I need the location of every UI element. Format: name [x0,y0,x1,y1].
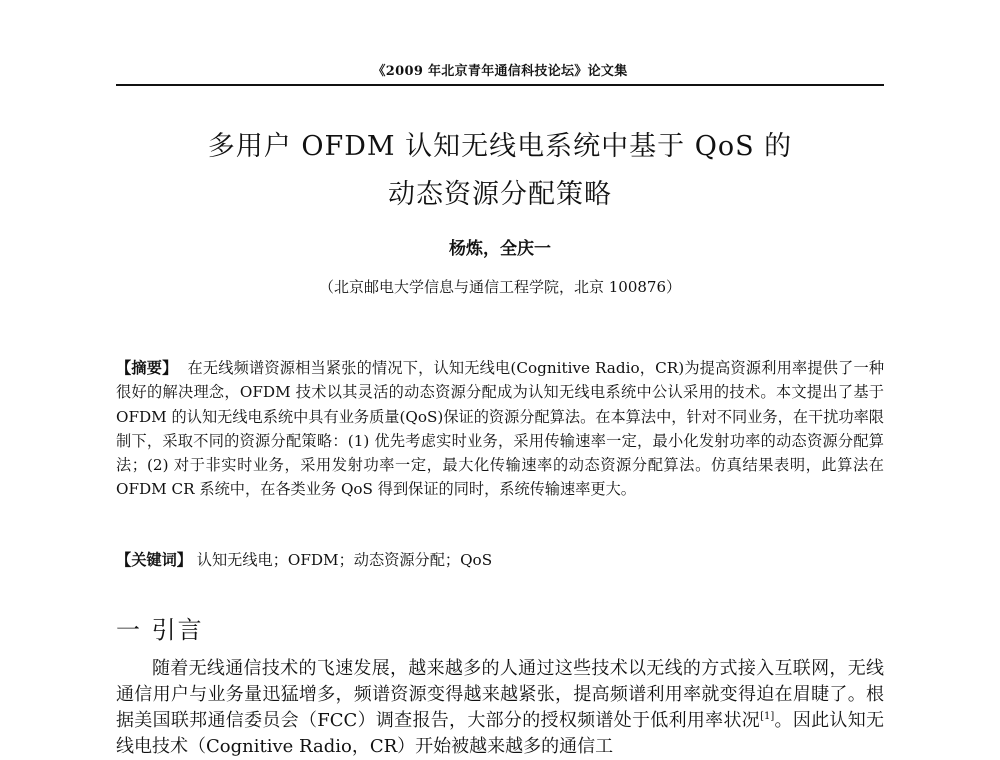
header-rule [116,84,884,86]
introduction-paragraph [116,656,884,760]
keywords [116,548,884,572]
introduction-text-part-2: 。因此认知无线电技术（Cognitive Radio，CR）开始被越来越多的通信工 [116,710,885,757]
paper-title-line-2: 动态资源分配策略 [388,179,612,210]
abstract-label: 【摘要】 [116,359,178,377]
abstract [116,356,884,502]
keywords-label: 【关键词】 [116,551,192,569]
citation-reference: [1] [760,711,775,722]
paper-authors: 杨炼，全庆一 [449,239,551,259]
keywords-text: 认知无线电；OFDM；动态资源分配；QoS [196,551,493,569]
paper-affiliation: （北京邮电大学信息与通信工程学院，北京 100876） [318,278,682,296]
running-header: 《2009 年北京青年通信科技论坛》论文集 [372,64,628,79]
paper-title-line-1: 多用户 OFDM 认知无线电系统中基于 QoS 的 [207,131,793,162]
abstract-text: 在无线频谱资源相当紧张的情况下，认知无线电(Cognitive Radio，CR)为提高资源利用率提供了一种很好的解决理念，OFDM 技术以其灵活的动态资源分配成为认知无线电系统中公认采用的技术。本文提出了基于 OFDM 的认知无线电系统中具有业务质量(QoS)保证的资源分配算法。在本算法中，针对不同业务，在干扰功率限制下，采取不同的资源分配策略：(1) 优先考虑实时业务，采用传输速率一定，最小化发射功率的动态资源分配算法；(2) 对于非实时业务，采用发射功率一定，最大化传输速率的动态资源分配算法。仿真结果表明，此算法在 OFDM CR 系统中，在各类业务 QoS 得到保证的同时，系统传输速率更大。 [116,359,885,499]
introduction-text-part-1: 随着无线通信技术的飞速发展，越来越多的人通过这些技术以无线的方式接入互联网，无线通信用户与业务量迅猛增多，频谱资源变得越来越紧张，提高频谱利用率就变得迫在眉睫了。根据美国联邦通信委员会（FCC）调查报告，大部分的授权频谱处于低利用率状况 [116,658,884,731]
section-heading-introduction: 一 引言 [116,616,204,644]
